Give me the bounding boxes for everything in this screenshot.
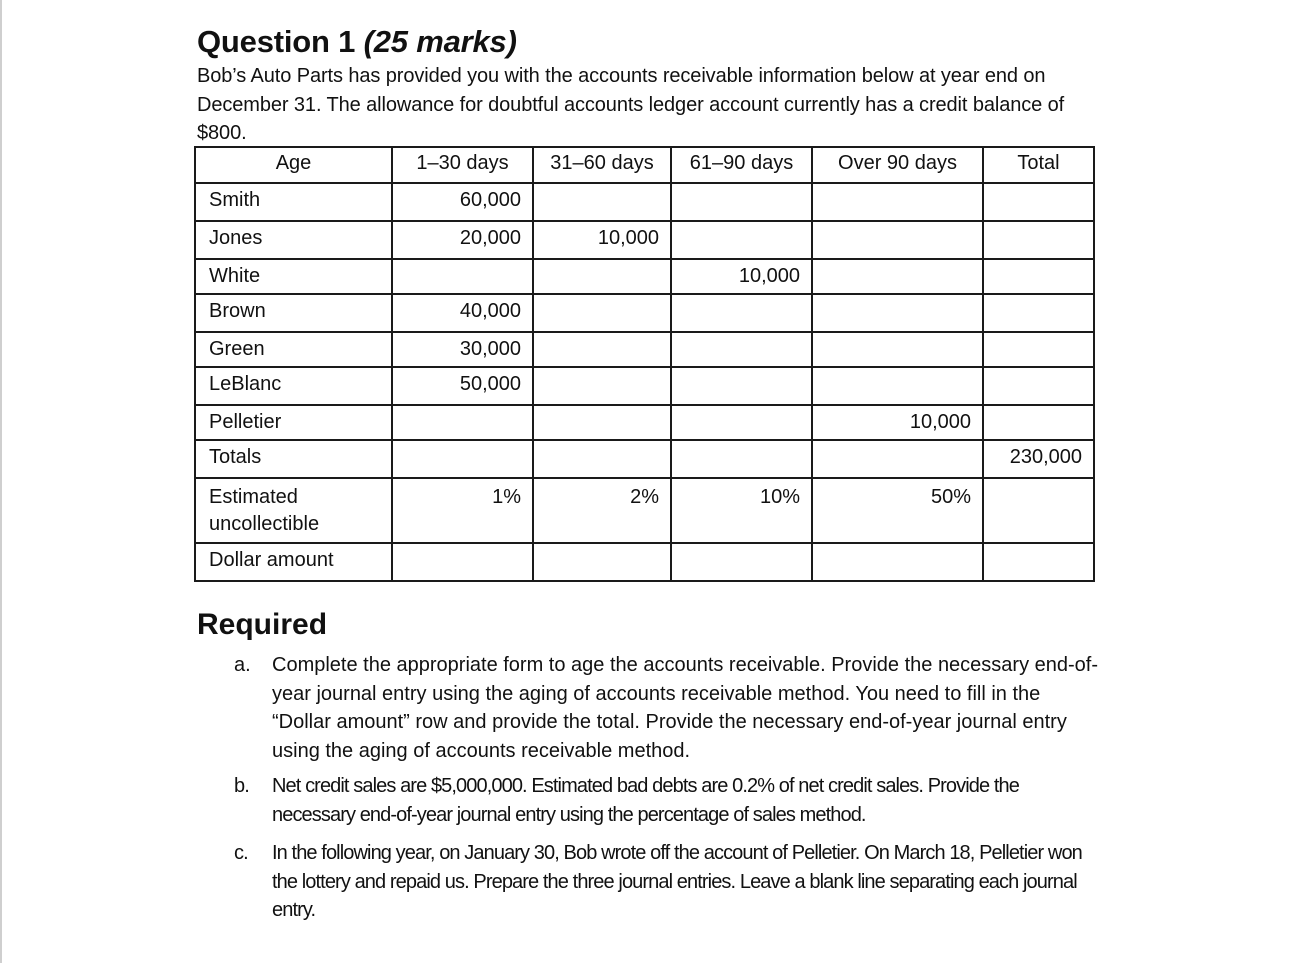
table-row (195, 332, 1094, 367)
table-row-dollar-amount (195, 543, 1094, 581)
table-cell (983, 367, 1094, 405)
row-label: Brown (195, 294, 392, 332)
table-cell (533, 259, 671, 294)
table-cell (983, 221, 1094, 259)
table-cell: 50% (812, 478, 983, 543)
required-item-a (234, 651, 1102, 765)
table-cell (671, 183, 812, 221)
table-cell: 230,000 (983, 440, 1094, 478)
row-label: Estimated uncollectible (195, 478, 392, 543)
required-item-c (234, 839, 1102, 925)
required-item-text: Complete the appropriate form to age the accounts receivable. Provide the necessary end-of-year journal entry using the aging of accounts receivable method. You need to fill in the “Dollar amount” row and provide the total. Provide the necessary end-of-year journal entry using the aging of accounts receivable method. (272, 654, 1099, 762)
table-row (195, 221, 1094, 259)
table-row (195, 259, 1094, 294)
table-cell (671, 221, 812, 259)
table-cell: 50,000 (392, 367, 533, 405)
row-label: Jones (195, 221, 392, 259)
table-cell: 10,000 (812, 405, 983, 440)
table-cell (533, 332, 671, 367)
required-item-text: Net credit sales are $5,000,000. Estimated bad debts are 0.2% of net credit sales. Provide the necessary end-of-year journal entry using the percentage of sales method. (272, 775, 1019, 826)
question-intro: Bob’s Auto Parts has provided you with the accounts receivable information below at year end on December 31. The allowance for doubtful accounts ledger account currently has a credit balance of $800. (197, 65, 1065, 144)
question-number: Question 1 (197, 24, 356, 59)
table-cell: 1% (392, 478, 533, 543)
table-cell (392, 405, 533, 440)
table-cell: 60,000 (392, 183, 533, 221)
page-left-border (0, 0, 2, 963)
table-cell (671, 440, 812, 478)
table-row (195, 405, 1094, 440)
header-61-90-days: 61–90 days (671, 147, 812, 183)
list-marker: a. (234, 654, 251, 676)
header-age: Age (195, 147, 392, 183)
required-item-text: In the following year, on January 30, Bob wrote off the account of Pelletier. On March 18, Pelletier won the lottery and repaid us. Prepare the three journal entries. Leave a blank line separating each journal entry. (272, 842, 1082, 921)
table-row-estimated-uncollectible (195, 478, 1094, 543)
table-cell (392, 259, 533, 294)
table-cell (983, 405, 1094, 440)
row-label: Totals (195, 440, 392, 478)
table-cell: 2% (533, 478, 671, 543)
header-over-90-days: Over 90 days (812, 147, 983, 183)
required-item-b (234, 772, 1102, 829)
table-cell (392, 440, 533, 478)
table-cell (983, 478, 1094, 543)
header-total: Total (983, 147, 1094, 183)
required-heading: Required (197, 608, 328, 641)
table-cell: 10,000 (671, 259, 812, 294)
table-cell: 10,000 (533, 221, 671, 259)
table-cell (812, 332, 983, 367)
table-cell (533, 294, 671, 332)
table-row (195, 183, 1094, 221)
row-label: Dollar amount (195, 543, 392, 581)
table-cell (812, 543, 983, 581)
table-row-totals (195, 440, 1094, 478)
row-label: LeBlanc (195, 367, 392, 405)
table-cell (671, 405, 812, 440)
list-marker: b. (234, 775, 249, 797)
table-cell (812, 183, 983, 221)
header-31-60-days: 31–60 days (533, 147, 671, 183)
table-cell: 20,000 (392, 221, 533, 259)
header-1-30-days: 1–30 days (392, 147, 533, 183)
question-title (197, 24, 517, 60)
list-marker: c. (234, 842, 248, 864)
table-cell (812, 294, 983, 332)
table-cell (983, 259, 1094, 294)
table-cell (533, 440, 671, 478)
row-label: White (195, 259, 392, 294)
row-label: Smith (195, 183, 392, 221)
table-cell (533, 183, 671, 221)
table-cell (533, 367, 671, 405)
table-cell (983, 332, 1094, 367)
table-cell: 30,000 (392, 332, 533, 367)
table-cell (671, 294, 812, 332)
table-cell (392, 543, 533, 581)
table-cell (671, 367, 812, 405)
table-cell (812, 221, 983, 259)
table-cell (671, 332, 812, 367)
aging-table (194, 146, 1095, 582)
table-cell (983, 543, 1094, 581)
table-cell (812, 367, 983, 405)
question-marks: (25 marks) (363, 24, 517, 59)
table-cell (533, 543, 671, 581)
table-cell (533, 405, 671, 440)
table-cell (671, 543, 812, 581)
table-cell: 40,000 (392, 294, 533, 332)
row-label: Green (195, 332, 392, 367)
table-cell (812, 259, 983, 294)
table-cell: 10% (671, 478, 812, 543)
table-row (195, 294, 1094, 332)
row-label: Pelletier (195, 405, 392, 440)
table-row (195, 367, 1094, 405)
table-cell (983, 294, 1094, 332)
table-header-row (195, 147, 1094, 183)
table-cell (812, 440, 983, 478)
table-cell (983, 183, 1094, 221)
